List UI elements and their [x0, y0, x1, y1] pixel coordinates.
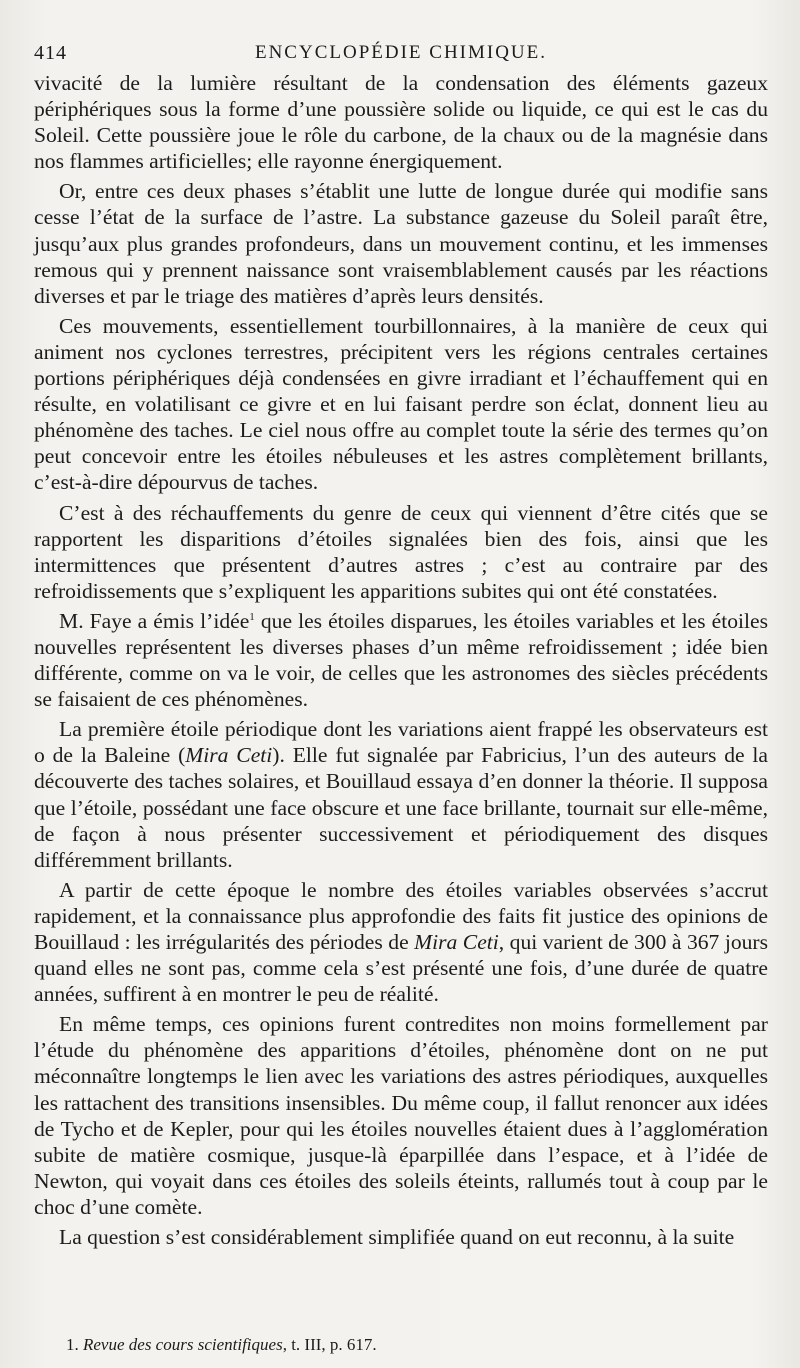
running-title: ENCYCLOPÉDIE CHIMIQUE. — [254, 42, 548, 63]
paragraph-5 — [34, 608, 768, 712]
footnote-reference: , t. III, p. 617. — [282, 1335, 377, 1354]
footnote-number: 1. — [66, 1335, 79, 1354]
paragraph-7 — [34, 877, 768, 1007]
paragraph-6 — [34, 716, 768, 873]
running-header — [30, 40, 772, 70]
paragraph-4: C’est à des réchauffements du genre de ceux qui viennent d’être cités que se rapportent les disparitions d’étoiles signalées bien des fois, ainsi que les intermittences que présentent d’autres astres ; c’est au contraire par des refroidissements que s’expliquent les apparitions subites qui ont été constatées. — [34, 500, 768, 603]
paragraph-5-start: M. Faye a émis l’idée — [59, 608, 250, 633]
paragraph-8: En même temps, ces opinions furent contredites non moins formellement par l’étude du phénomène des apparitions d’étoiles, phénomène dont on ne put méconnaître longtemps le lien avec les variations des astres périodiques, auxquelles les rattachent des transitions insensibles. Du même coup, il fallut renoncer aux idées de Tycho et de Kepler, pour qui les étoiles nouvelles étaient dues à l’agglomération subite de matière cosmique, jusque-là éparpillée dans l’espace, et à l’idée de Newton, qui voyait dans ces étoiles des soleils éteints, rallumés tout à coup par le choc d’une comète. — [34, 1012, 768, 1219]
paragraph-7-start: A partir de cette époque le nombre des étoiles variables observées s’accrut rapidement, et la connaissance plus approfondie des faits fit justice des opinions de Bouillaud : les irrégularités des périodes de — [34, 877, 768, 954]
star-name-italic: Mira Ceti — [185, 743, 273, 768]
page-number: 414 — [34, 42, 67, 64]
footnote-source-title: Revue des cours scientifiques — [83, 1335, 283, 1354]
paragraph-1: vivacité de la lumière résultant de la condensation des éléments gazeux périphériques sous la forme d’une poussière solide ou liquide, ce qui est le cas du Soleil. Cette poussière joue le rôle du carbone, de la chaux ou de la magnésie dans nos flammes artificielles; elle rayonne énergiquement. — [34, 71, 768, 174]
paragraph-6-end: ). Elle fut signalée par Fabricius, l’un des auteurs de la découverte des taches solaires, et Bouillaud essaya d’en donner la théorie. Il supposa que l’étoile, possédant une face obscure et une face brillante, tournait sur elle-même, de façon à nous présenter successivement et périodiquement des disques différemment brillants. — [34, 743, 768, 872]
paragraph-5-end: que les étoiles disparues, les étoiles variables et les étoiles nouvelles représentent les diverses phases d’un même refroidissement ; idée bien différente, comme on va le voir, de celles que les astronomes des siècles précédents se faisaient de ces phénomènes. — [34, 608, 768, 712]
paragraph-9: La question s’est considérablement simplifiée quand on eut reconnu, à la suite — [59, 1225, 735, 1250]
star-name-italic: Mira Ceti — [414, 930, 499, 954]
footnote — [66, 1335, 746, 1355]
footnote-mark: 1 — [249, 610, 255, 623]
paragraph-3: Ces mouvements, essentiellement tourbillonnaires, à la manière de ceux qui animent nos cyclones terrestres, précipitent vers les régions centrales certaines portions périphériques déjà condensées en givre irradiant et l’échauffement qui en résulte, en volatilisant ce givre et en lui faisant perdre son éclat, donnent lieu au phénomène des taches. Le ciel nous offre au complet toute la série des termes qu’on peut concevoir entre les étoiles nébuleuses et les astres complètement brillants, c’est-à-dire dépourvus de taches. — [34, 313, 768, 495]
paragraph-2: Or, entre ces deux phases s’établit une lutte de longue durée qui modifie sans cesse l’état de la surface de l’astre. La substance gazeuse du Soleil paraît être, jusqu’aux plus grandes profondeurs, dans un mouvement continu, et les immenses remous qui y prennent naissance sont vraisemblablement causés par les réactions diverses et par le triage des matières d’après leurs densités. — [34, 179, 768, 308]
body-text — [34, 70, 768, 1254]
paragraph-7-end: , qui varient de 300 à 367 jours quand elles ne sont pas, comme cela s’est présenté une fois, d’une durée de quatre années, suffirent à en montrer le peu de réalité. — [34, 930, 769, 1007]
paragraph-6-start: La première étoile périodique dont les variations aient frappé les observateurs est o de la Baleine ( — [34, 717, 768, 768]
